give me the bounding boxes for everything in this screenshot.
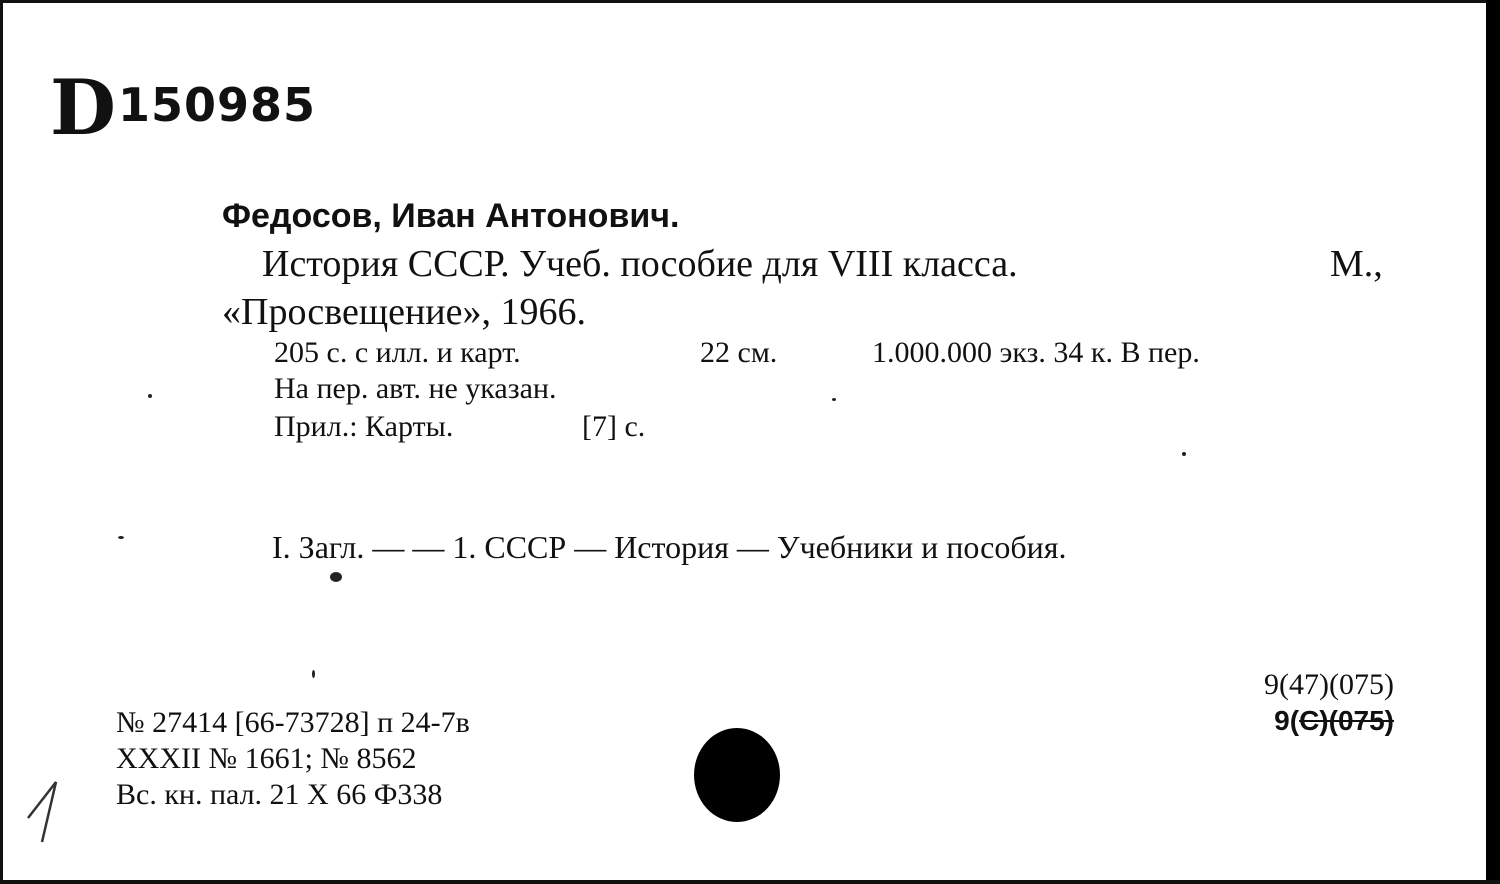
note-line: На пер. авт. не указан. — [274, 372, 557, 405]
accession-number: 150985 — [118, 78, 317, 132]
ink-speck — [148, 394, 152, 398]
title-line: История СССР. Учеб. пособие для VIII класса. — [262, 243, 1018, 285]
imprint-line-2: XXXII № 1661; № 8562 — [116, 742, 417, 775]
supplement-pages: [7] с. — [582, 410, 646, 443]
publisher-year: «Просвещение», 1966. — [222, 291, 587, 333]
publication-place: М., — [1330, 243, 1383, 285]
physical-size: 22 см. — [700, 336, 778, 369]
punch-hole — [694, 728, 780, 822]
author-heading: Федосов, Иван Антонович. — [222, 197, 680, 235]
struck-code-part: С)(075) — [1299, 705, 1394, 736]
ink-speck — [312, 670, 315, 678]
supplement-label: Прил.: Карты. — [274, 410, 454, 443]
classification-code-struck — [1274, 704, 1394, 738]
imprint-line-1: № 27414 [66-73728] п 24-7в — [116, 706, 470, 739]
card-right-edge — [1486, 0, 1500, 884]
ink-speck — [832, 398, 836, 401]
physical-pages: 205 с. с илл. и карт. — [274, 336, 521, 369]
accession-prefix: D — [50, 63, 114, 152]
card-left-edge — [0, 0, 3, 884]
print-run: 1.000.000 экз. 34 к. В пер. — [872, 336, 1200, 369]
subject-headings: I. Загл. — — 1. СССР — История — Учебники и пособия. — [272, 529, 1067, 565]
handwritten-mark-icon — [22, 778, 72, 848]
ink-speck — [330, 572, 342, 582]
classification-code: 9(47)(075) — [1264, 668, 1394, 701]
card-top-edge — [0, 0, 1500, 3]
ink-speck — [118, 536, 124, 539]
card-bottom-edge — [0, 880, 1500, 884]
struck-code-prefix: 9( — [1274, 705, 1300, 736]
imprint-line-3: Вс. кн. пал. 21 X 66 Ф338 — [116, 778, 443, 811]
ink-speck — [1182, 452, 1186, 456]
